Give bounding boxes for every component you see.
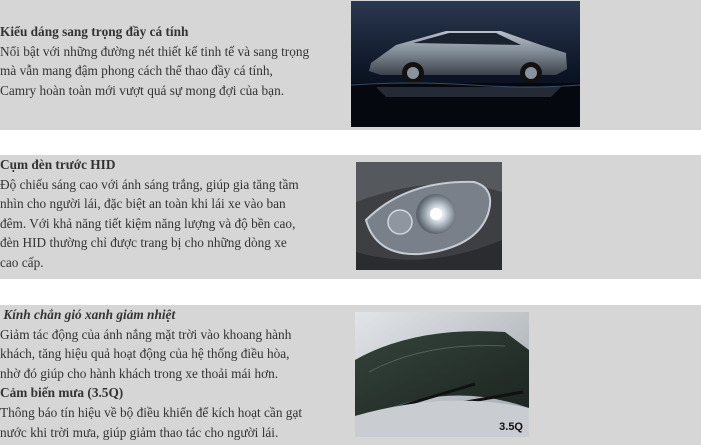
feature-body-line: đêm. Với khả năng tiết kiệm năng lượng và độ bền cao, bbox=[0, 215, 296, 231]
model-badge: 3.5Q bbox=[499, 421, 523, 433]
feature-body-line: Thông báo tín hiệu về bộ điều khiển để kích hoạt cần gạt bbox=[0, 404, 303, 420]
feature-body-line: cao cấp. bbox=[0, 254, 44, 270]
feature-body-line: nước khi trời mưa, giúp giảm thao tác cho người lái. bbox=[0, 424, 279, 440]
feature-body-line: mà vẫn mang đậm phong cách thể thao đầy cá tính, bbox=[0, 63, 273, 79]
feature-body-line: Độ chiếu sáng cao với ánh sáng trắng, giúp gia tăng tầm bbox=[0, 176, 299, 192]
windshield-photo bbox=[355, 312, 529, 437]
feature-body-line: Camry hoàn toàn mới vượt quá sự mong đợi của bạn. bbox=[0, 82, 285, 98]
car-side-photo bbox=[351, 1, 580, 127]
feature-body-line: nhờ đó giúp cho hành khách trong xe thoải mái hơn. bbox=[0, 365, 279, 381]
feature-text bbox=[0, 22, 349, 100]
feature-body-line: đèn HID thường chỉ được trang bị cho những dòng xe bbox=[0, 235, 287, 251]
feature-body-line: nhìn cho người lái, đặc biệt an toàn khi lái xe vào ban bbox=[0, 196, 286, 212]
feature-row-windshield bbox=[0, 305, 701, 445]
feature-title: Kiểu dáng sang trọng đầy cá tính bbox=[0, 24, 189, 39]
feature-title: Cụm đèn trước HID bbox=[0, 157, 116, 172]
feature-row-styling bbox=[0, 0, 701, 130]
feature-body-line: khách, tăng hiệu quả hoạt động của hệ thống điều hòa, bbox=[0, 346, 290, 362]
feature-subtitle: Cảm biến mưa (3.5Q) bbox=[0, 385, 124, 401]
feature-body-line: Nổi bật với những đường nét thiết kế tinh tế và sang trọng bbox=[0, 43, 310, 59]
feature-text bbox=[0, 305, 349, 442]
feature-body-line: Giảm tác động của ánh nắng mặt trời vào khoang hành bbox=[0, 326, 292, 342]
feature-text bbox=[0, 155, 349, 273]
feature-title: Kính chắn gió xanh giảm nhiệt bbox=[0, 307, 176, 322]
headlight-photo bbox=[356, 162, 502, 270]
feature-row-hid bbox=[0, 155, 701, 279]
